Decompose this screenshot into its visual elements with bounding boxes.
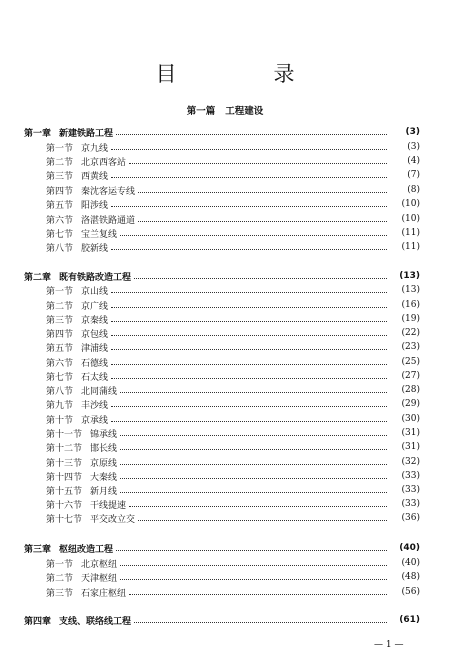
toc-page-number: (31) — [401, 428, 420, 438]
toc-page-number: (27) — [401, 371, 420, 381]
toc-title: 西黄线 — [81, 171, 109, 182]
toc-number: 第二节 — [46, 573, 74, 584]
toc-title: 天津枢纽 — [81, 573, 118, 584]
toc-number: 第十一节 — [46, 429, 83, 440]
toc-page-number: (33) — [401, 499, 420, 509]
toc-page-number: (32) — [401, 457, 420, 467]
toc-number: 第八节 — [46, 243, 74, 254]
toc-number: 第三节 — [46, 588, 74, 599]
toc-page-number: (30) — [401, 414, 420, 424]
toc-title: 京秦线 — [81, 315, 109, 326]
toc-section-row — [0, 340, 450, 354]
toc-title: 洛湛铁路通道 — [81, 215, 136, 226]
toc-title: 锦承线 — [90, 429, 118, 440]
toc-section-row — [0, 298, 450, 312]
dot-leader — [134, 278, 387, 279]
toc-page-number: (13) — [399, 271, 420, 281]
dot-leader — [129, 163, 387, 164]
toc-title: 枢纽改造工程 — [59, 544, 114, 555]
part-heading — [0, 103, 450, 117]
toc-page-number: (19) — [401, 314, 420, 324]
toc-number: 第十二节 — [46, 443, 83, 454]
dot-leader — [120, 449, 387, 450]
toc-title: 宝兰复线 — [81, 229, 118, 240]
dot-leader — [111, 307, 387, 308]
toc-title: 石家庄枢纽 — [81, 588, 127, 599]
toc-page-number: (3) — [407, 142, 420, 152]
dot-leader — [120, 392, 387, 393]
dot-leader — [111, 149, 387, 150]
toc-section-row — [0, 397, 450, 411]
toc-page-number: (36) — [401, 513, 420, 523]
toc-number: 第十四节 — [46, 472, 83, 483]
toc-title: 既有铁路改造工程 — [59, 272, 132, 283]
dot-leader — [111, 349, 387, 350]
dot-leader — [120, 478, 387, 479]
dot-leader — [111, 421, 387, 422]
toc-page-number: (23) — [401, 342, 420, 352]
toc-title: 新月线 — [90, 486, 118, 497]
dot-leader — [120, 579, 387, 580]
toc-section-row — [0, 140, 450, 154]
toc-section-row — [0, 168, 450, 182]
toc-page-number: (3) — [405, 127, 420, 137]
toc-number: 第十六节 — [46, 500, 83, 511]
toc-number: 第七节 — [46, 229, 74, 240]
toc-title: 丰沙线 — [81, 400, 109, 411]
toc-number: 第二节 — [46, 301, 74, 312]
dot-leader — [111, 378, 387, 379]
dot-leader — [116, 550, 387, 551]
dot-leader — [129, 506, 387, 507]
toc-section-row — [0, 412, 450, 426]
toc-title: 阳涉线 — [81, 200, 109, 211]
dot-leader — [134, 622, 387, 623]
toc-page-number: (29) — [401, 399, 420, 409]
toc-chapter-row — [0, 613, 450, 627]
toc-section-row — [0, 154, 450, 168]
toc-number: 第四章 — [24, 616, 52, 627]
toc-section-row — [0, 312, 450, 326]
toc-page-number: (10) — [401, 214, 420, 224]
toc-number: 第一章 — [24, 128, 52, 139]
toc-number: 第四节 — [46, 186, 74, 197]
toc-page-number: (25) — [401, 357, 420, 367]
dot-leader — [129, 594, 387, 595]
toc-title: 石德线 — [81, 358, 109, 369]
toc-section-row — [0, 226, 450, 240]
dot-leader — [111, 177, 387, 178]
toc-section-row — [0, 212, 450, 226]
toc-page-number: (13) — [401, 285, 420, 295]
toc-section-row — [0, 497, 450, 511]
toc-page-number: (22) — [401, 328, 420, 338]
dot-leader — [111, 206, 387, 207]
dot-leader — [111, 249, 387, 250]
toc-number: 第六节 — [46, 358, 74, 369]
toc-number: 第四节 — [46, 329, 74, 340]
toc-number: 第二章 — [24, 272, 52, 283]
toc-page-number: (61) — [399, 615, 420, 625]
toc-title: 邯长线 — [90, 443, 118, 454]
toc-number: 第三节 — [46, 315, 74, 326]
toc-title: 京山线 — [81, 286, 109, 297]
toc-page-number: (16) — [401, 300, 420, 310]
toc-page-number: (8) — [407, 185, 420, 195]
dot-leader — [120, 492, 387, 493]
toc-title: 支线、联络线工程 — [59, 616, 132, 627]
toc-page-number: (40) — [401, 558, 420, 568]
toc-title: 京广线 — [81, 301, 109, 312]
toc-chapter-row — [0, 541, 450, 555]
toc-page-number: (11) — [401, 242, 420, 252]
toc-chapter-row — [0, 269, 450, 283]
toc-number: 第五节 — [46, 200, 74, 211]
toc-section-row — [0, 556, 450, 570]
dot-leader — [111, 292, 387, 293]
dot-leader — [138, 221, 387, 222]
toc-section-row — [0, 426, 450, 440]
part-label: 第一篇 — [186, 106, 216, 117]
dot-leader — [138, 192, 387, 193]
toc-page-number: (48) — [401, 572, 420, 582]
toc-number: 第一节 — [46, 559, 74, 570]
toc-title: 京原线 — [90, 458, 118, 469]
toc-section-row — [0, 383, 450, 397]
toc-page-number: (7) — [407, 170, 420, 180]
toc-title: 津浦线 — [81, 343, 109, 354]
toc-title: 北京枢纽 — [81, 559, 118, 570]
toc-title: 大秦线 — [90, 472, 118, 483]
toc-page-number: (31) — [401, 442, 420, 452]
toc-number: 第十节 — [46, 415, 74, 426]
dot-leader — [111, 321, 387, 322]
toc-title: 胶新线 — [81, 243, 109, 254]
part-name: 工程建设 — [225, 106, 264, 117]
toc-chapter-row — [0, 125, 450, 139]
toc-number: 第十五节 — [46, 486, 83, 497]
toc-section-row — [0, 455, 450, 469]
dot-leader — [138, 520, 387, 521]
toc-section-row — [0, 197, 450, 211]
page-title: 目 录 — [155, 62, 333, 86]
toc-number: 第三章 — [24, 544, 52, 555]
toc-title: 京承线 — [81, 415, 109, 426]
dot-leader — [120, 464, 387, 465]
toc-number: 第三节 — [46, 171, 74, 182]
toc-title: 京九线 — [81, 143, 109, 154]
dot-leader — [111, 364, 387, 365]
toc-page-number: (10) — [401, 199, 420, 209]
toc-section-row — [0, 440, 450, 454]
toc-number: 第五节 — [46, 343, 74, 354]
toc-section-row — [0, 483, 450, 497]
toc-page-number: (33) — [401, 471, 420, 481]
toc-title: 石太线 — [81, 372, 109, 383]
toc-page-number: (28) — [401, 385, 420, 395]
dot-leader — [120, 565, 387, 566]
page-number: — 1 — — [374, 640, 404, 650]
toc-title: 新建铁路工程 — [59, 128, 114, 139]
toc-section-row — [0, 240, 450, 254]
toc-number: 第一节 — [46, 143, 74, 154]
toc-number: 第十七节 — [46, 514, 83, 525]
toc-section-row — [0, 369, 450, 383]
toc-title: 干线提速 — [90, 500, 127, 511]
dot-leader — [120, 235, 387, 236]
toc-title: 京包线 — [81, 329, 109, 340]
toc-number: 第六节 — [46, 215, 74, 226]
dot-leader — [111, 335, 387, 336]
toc-section-row — [0, 355, 450, 369]
toc-section-row — [0, 283, 450, 297]
toc-title: 北京西客站 — [81, 157, 127, 168]
toc-number: 第八节 — [46, 386, 74, 397]
toc-section-row — [0, 511, 450, 525]
dot-leader — [120, 435, 387, 436]
toc-section-row — [0, 326, 450, 340]
toc-title: 北同蒲线 — [81, 386, 118, 397]
dot-leader — [116, 134, 387, 135]
toc-page-number: (40) — [399, 543, 420, 553]
toc-section-row — [0, 585, 450, 599]
toc-number: 第九节 — [46, 400, 74, 411]
toc-title: 秦沈客运专线 — [81, 186, 136, 197]
toc-section-row — [0, 570, 450, 584]
toc-section-row — [0, 183, 450, 197]
dot-leader — [111, 406, 387, 407]
toc-page-number: (11) — [401, 228, 420, 238]
toc-number: 第七节 — [46, 372, 74, 383]
toc-number: 第十三节 — [46, 458, 83, 469]
toc-page-number: (4) — [407, 156, 420, 166]
toc-number: 第二节 — [46, 157, 74, 168]
toc-title: 平交改立交 — [90, 514, 136, 525]
toc-page-number: (56) — [401, 587, 420, 597]
toc-section-row — [0, 469, 450, 483]
toc-number: 第一节 — [46, 286, 74, 297]
toc-page-number: (33) — [401, 485, 420, 495]
